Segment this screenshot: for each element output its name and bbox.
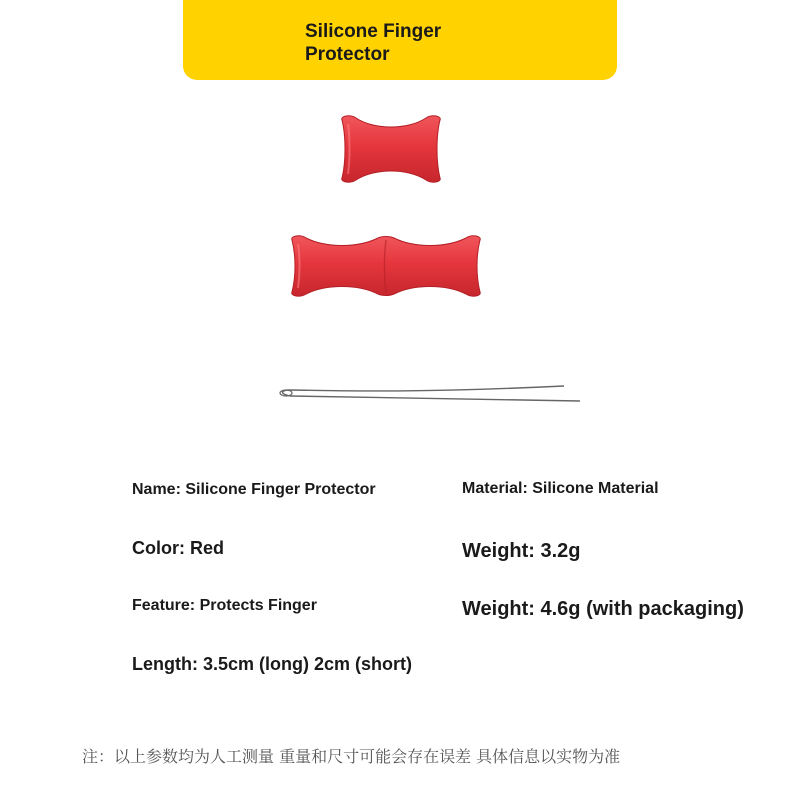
spec-name: Name: Silicone Finger Protector — [132, 481, 376, 498]
spec-length: Length: 3.5cm (long) 2cm (short) — [132, 654, 413, 674]
long-finger-guard-image — [286, 234, 486, 298]
spec-color: Color: Red — [132, 538, 224, 558]
spec-weight: Weight: 3.2g — [462, 540, 581, 562]
spec-material: Material: Silicone Material — [462, 480, 659, 497]
measurement-note: 注：以上参数均为人工测量 重量和尺寸可能会存在误差 具体信息以实物为准 — [82, 747, 621, 766]
page-title — [305, 20, 441, 66]
page-title-line-2: Protector — [305, 44, 390, 65]
short-finger-guard-image — [336, 114, 446, 184]
spec-feature: Feature: Protects Finger — [132, 597, 317, 614]
page-title-line-1: Silicone Finger — [305, 21, 442, 42]
title-banner — [183, 0, 617, 80]
threading-needle-image — [276, 380, 586, 410]
spec-weight-packaging: Weight: 4.6g (with packaging) — [462, 598, 744, 620]
